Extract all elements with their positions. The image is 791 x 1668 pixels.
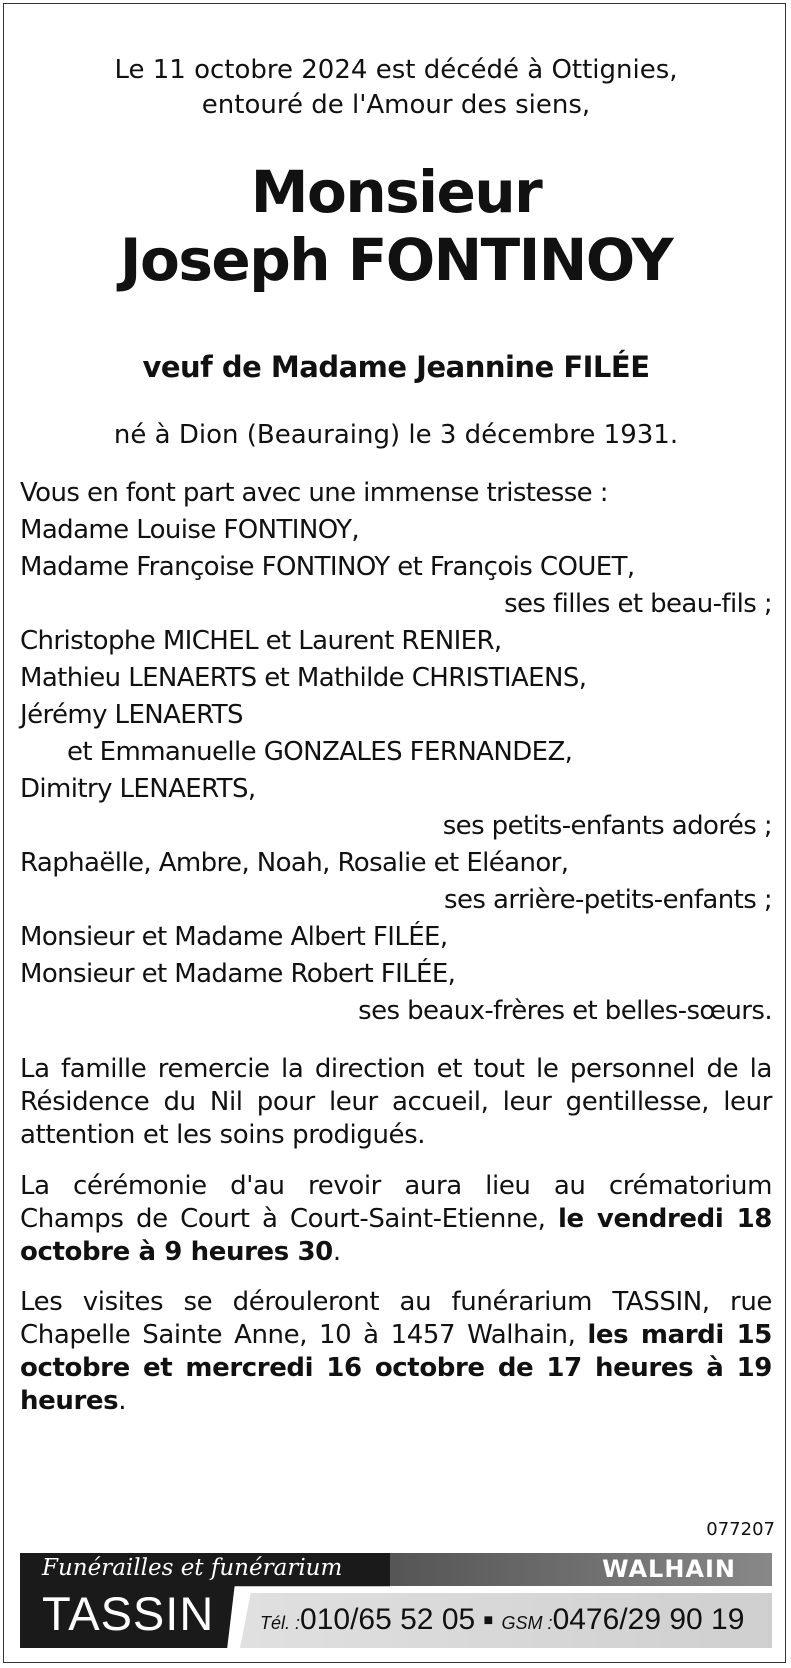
family-line: Raphaëlle, Ambre, Noah, Rosalie et Eléanor, xyxy=(20,848,569,878)
family-line: Madame Françoise FONTINOY et François COUET, xyxy=(20,552,635,582)
widow-line: veuf de Madame Jeannine FILÉE xyxy=(142,350,650,384)
ceremony-date: le vendredi 18 octobre à 9 heures 30 xyxy=(20,1204,772,1267)
family-line: ses filles et beau-fils ; xyxy=(504,589,772,619)
title-line-2: Joseph FONTINOY xyxy=(119,226,673,294)
tel-number: 010/65 52 05 xyxy=(300,1603,476,1636)
gsm-number: 0476/29 90 19 xyxy=(552,1603,745,1636)
visits-end: . xyxy=(118,1386,127,1416)
family-line: Monsieur et Madame Robert FILÉE, xyxy=(20,959,456,989)
family-line: Madame Louise FONTINOY, xyxy=(20,515,360,545)
family-line: Mathieu LENAERTS et Mathilde CHRISTIAENS, xyxy=(20,663,587,693)
family-line: Vous en font part avec une immense tristesse : xyxy=(20,478,608,508)
visits-text: Les visites se dérouleront au funérarium TASSIN, rue Chapelle Sainte Anne, 10 à 1457 Walhain, xyxy=(20,1287,772,1350)
banner-phones xyxy=(260,1603,744,1637)
family-line: Christophe MICHEL et Laurent RENIER, xyxy=(20,626,502,656)
ceremony-paragraph xyxy=(20,1170,772,1269)
thanks-paragraph: La famille remercie la direction et tout le personnel de la Résidence du Nil pour leur accueil, leur gentillesse, leur attention et les soins prodigués. xyxy=(20,1054,772,1150)
intro xyxy=(20,53,772,123)
family-list xyxy=(20,475,772,1030)
intro-line-2: entouré de l'Amour des siens, xyxy=(201,90,591,120)
visits-paragraph xyxy=(20,1286,772,1418)
ceremony-end: . xyxy=(332,1237,341,1267)
birth-line: né à Dion (Beauraing) le 3 décembre 1931. xyxy=(113,420,679,450)
family-line: Dimitry LENAERTS, xyxy=(20,774,256,804)
visits-dates: les mardi 15 octobre et mercredi 16 octobre de 17 heures à 19 heures xyxy=(20,1320,772,1416)
title-line-1: Monsieur xyxy=(250,158,542,226)
family-line: Monsieur et Madame Albert FILÉE, xyxy=(20,922,448,952)
banner-city: WALHAIN xyxy=(602,1555,736,1583)
banner-tagline: Funérailles et funérarium xyxy=(42,1555,343,1581)
family-line: Jérémy LENAERTS xyxy=(20,700,243,730)
family-line: ses arrière-petits-enfants ; xyxy=(444,885,772,915)
family-line: et Emmanuelle GONZALES FERNANDEZ, xyxy=(67,737,573,767)
ceremony-text: La cérémonie d'au revoir aura lieu au crématorium Champs de Court à Court-Saint-Etienne, xyxy=(20,1171,772,1234)
family-line: ses beaux-frères et belles-sœurs. xyxy=(358,996,772,1026)
tel-label: Tél. : xyxy=(260,1613,301,1633)
deceased-name xyxy=(20,158,772,294)
funeral-home-banner xyxy=(20,1553,772,1648)
intro-line-1: Le 11 octobre 2024 est décédé à Ottignies, xyxy=(114,55,678,85)
reference-number: 077207 xyxy=(706,1519,775,1540)
banner-name: TASSIN xyxy=(42,1587,215,1640)
separator-icon: ■ xyxy=(483,1612,494,1630)
gsm-label: GSM : xyxy=(501,1613,553,1633)
family-line: ses petits-enfants adorés ; xyxy=(442,811,772,841)
